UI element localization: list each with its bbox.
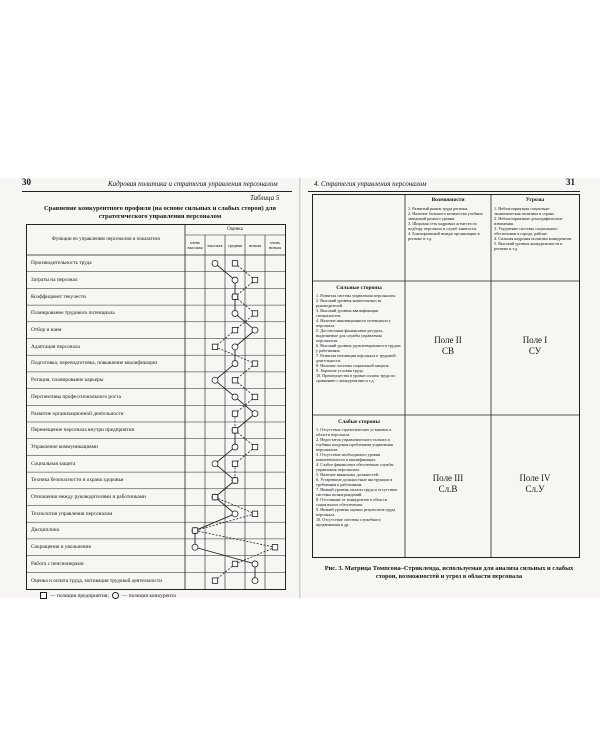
figure-caption: Рис. 3. Матрица Томпсона–Стрикленда, используемая для анализа сильных и слабых сторон, возможностей и угроз в области персонала	[324, 565, 574, 580]
list-item: 4. Слабое финансовое обеспечение службы управления персоналом.	[316, 462, 394, 472]
running-head-left: Кадровая политика и стратегия управления персоналом	[108, 180, 278, 188]
legend-own-label: — позиция предприятия;	[50, 592, 109, 599]
grade-header: высокая	[207, 242, 223, 248]
own-marker	[252, 394, 257, 399]
col-threats: Угрозы	[525, 197, 545, 203]
header-rule-right	[308, 191, 580, 192]
competitor-marker	[232, 394, 238, 400]
list-item: 7. Низкий уровень оплаты труда и отсутствие системы вознаграждений.	[316, 487, 398, 497]
list-item: 1. Развитый рынок труда региона.	[408, 206, 469, 211]
own-marker	[252, 277, 257, 282]
list-item: 1. Отсутствие стратегических установок в области персонала.	[316, 427, 392, 437]
weaknesses-title: Слабые стороны	[338, 419, 380, 425]
own-marker	[252, 311, 257, 316]
page-number-left: 30	[22, 177, 31, 187]
own-marker	[232, 294, 237, 299]
own-marker	[232, 327, 237, 332]
own-marker	[212, 578, 217, 583]
profile-plot	[27, 225, 285, 589]
list-item: 9. Хорошие условия труда.	[316, 368, 364, 373]
grade-header: очень высокая	[187, 240, 203, 250]
table-title: Сравнение конкурентного профиля (на основе сильных и слабых сторон) для стратегического управления персоналом	[44, 205, 276, 220]
header-rule-left	[22, 191, 292, 192]
own-marker	[232, 478, 237, 483]
competitor-marker	[212, 260, 218, 266]
competitor-marker	[212, 377, 218, 383]
competitor-marker	[232, 361, 238, 367]
list-item: 6. Устаревшие должностные инструкции и требования к работникам.	[316, 477, 393, 487]
grade-header: очень низкая	[268, 240, 282, 250]
table-row-label: Подготовка, переподготовка, повышение квалификации	[31, 360, 158, 367]
list-item: 10. Отсутствие системы служебного продвижения и др.	[316, 517, 381, 527]
table-row-label: Оценка и оплата труда, мотивация трудовой деятельности	[31, 577, 163, 584]
grade-header: низкая	[248, 242, 262, 248]
table-row-label: Отношения между руководителями и работниками	[31, 494, 146, 501]
book-fold	[299, 178, 301, 598]
swot-matrix	[312, 194, 580, 558]
own-marker	[232, 428, 237, 433]
field-su: Поле I СУ	[522, 335, 548, 356]
table-row-label: Коэффициент текучести	[31, 293, 86, 300]
list-item: 9. Низкий уровень оценки результатов труда персонала.	[316, 507, 396, 517]
list-item: 6. Высокий уровень удовлетворенности трудом у работников.	[316, 343, 401, 353]
competitor-marker	[232, 310, 238, 316]
competitor-marker	[192, 544, 198, 550]
table-row-label: Планирование трудового потенциала	[31, 310, 115, 317]
list-item: 8. Отставание от конкурентов в области социального обеспечения.	[316, 497, 388, 507]
table-row-label: Дисциплина	[31, 527, 59, 534]
weaknesses-list	[316, 427, 402, 555]
col-opportunities: Возможности	[431, 197, 465, 203]
own-marker	[212, 344, 217, 349]
list-item: 7. Развитая мотивация персонала к трудовой деятельности.	[316, 353, 396, 363]
list-item: 3. Ухудшение системы социального обеспечения в городе, районе.	[494, 226, 558, 236]
table-row-label: Развитие организационной деятельности	[31, 410, 124, 417]
field-slv: Поле III Сл.В	[432, 473, 464, 494]
list-item: 3. Отсутствие необходимого уровня компетентности и квалификации.	[316, 452, 381, 462]
strengths-title: Сильные стороны	[336, 285, 382, 291]
table-row-label: Адаптация персонала	[31, 343, 80, 350]
table-row-label: Перемещение персонала внутри предприятия	[31, 427, 135, 434]
competitor-marker	[252, 411, 258, 417]
own-marker	[232, 261, 237, 266]
list-item: 8. Наличие системы социальной защиты.	[316, 363, 390, 368]
own-marker	[192, 528, 197, 533]
competitor-marker	[232, 511, 238, 517]
table-row-label: Управление коммуникациями	[31, 443, 98, 450]
competitor-marker	[252, 578, 258, 584]
competitive-profile-table	[26, 224, 286, 590]
list-item: 4. Благоприятный имидж организации в регионе и т.д.	[408, 231, 480, 241]
competitor-marker	[252, 327, 258, 333]
competitor-marker	[232, 344, 238, 350]
table-number: Таблица 5	[250, 194, 280, 202]
grade-header: средняя	[227, 242, 243, 248]
table-row-label: Ротация, планирование карьеры	[31, 377, 104, 384]
legend-circle-icon	[112, 592, 119, 599]
own-marker	[232, 411, 237, 416]
list-item: 3. Высокий уровень квалификации специалистов.	[316, 308, 379, 318]
page-number-right: 31	[566, 177, 575, 187]
competitor-marker	[212, 461, 218, 467]
competitor-marker	[232, 277, 238, 283]
own-marker	[272, 545, 277, 550]
table-row-label: Технология управления персоналом	[31, 510, 113, 517]
list-item: 4. Наличие инновационного потенциала у персонала.	[316, 318, 391, 328]
running-head-right: 4. Стратегия управления персоналом	[314, 180, 427, 188]
list-item: 2. Высокий уровень компетентности руководителей.	[316, 298, 382, 308]
list-item: 5. Достаточные финансовые ресурсы, выделяемые для службы управления персоналом.	[316, 328, 384, 343]
table-row-label: Сокращения и увольнения	[31, 544, 91, 551]
own-marker	[232, 461, 237, 466]
list-item: 1. Неблагоприятная социально-экономическая политика в стране.	[494, 206, 556, 216]
table-row-label: Затраты на персонал	[31, 276, 78, 283]
table-row-label: Перспективы профессионального роста	[31, 393, 121, 400]
own-marker	[232, 561, 237, 566]
legend-competitor-label: — позиция конкурента	[121, 592, 176, 599]
table-row-label: Отбор и наем	[31, 327, 62, 334]
legend-square-icon	[40, 592, 47, 599]
field-sv: Поле II СВ	[434, 335, 462, 356]
threats-list	[494, 206, 576, 280]
own-marker	[252, 361, 257, 366]
list-item: 10. Преимущества в уровне оплаты труда по сравнению с конкурентами и т.д.	[316, 373, 396, 383]
header-functions: Функции по управлению персоналом и показатели	[51, 237, 161, 242]
strengths-list	[316, 293, 402, 413]
list-item: 3. Широкая сеть кадровых агентств по подбору персонала и служб занятости.	[408, 221, 477, 231]
list-item: 2. Недостаток управленческого таланта и глубины владения проблемами управления персоналом.	[316, 437, 393, 452]
competitor-marker	[252, 561, 258, 567]
list-item: 1. Развитая система управления персоналом.	[316, 293, 396, 298]
competitor-marker	[232, 444, 238, 450]
list-item: 2. Неблагоприятные демографические изменения.	[494, 216, 563, 226]
own-marker	[212, 494, 217, 499]
list-item: 4. Сильная кадровая политика конкурентов.	[494, 236, 573, 241]
own-marker	[252, 444, 257, 449]
opportunities-list	[408, 206, 488, 280]
table-row-label: Работа с пенсионерами	[31, 560, 84, 567]
list-item: 5. Высокий уровень конкурентности в регионе и т.д.	[494, 241, 563, 251]
table-row-label: Производительность труда	[31, 260, 92, 267]
list-item: 2. Наличие большого количества учебных заведений разного уровня.	[408, 211, 484, 221]
legend	[40, 592, 176, 599]
table-row-label: Социальная защита	[31, 460, 76, 467]
field-slu: Поле IV Сл.У	[519, 473, 551, 494]
own-marker	[252, 511, 257, 516]
table-row-label: Техника безопасности и охрана здоровья	[31, 477, 124, 484]
header-score: Оценка	[227, 227, 243, 232]
own-marker	[232, 378, 237, 383]
list-item: 5. Наличие вакантных должностей.	[316, 472, 379, 477]
